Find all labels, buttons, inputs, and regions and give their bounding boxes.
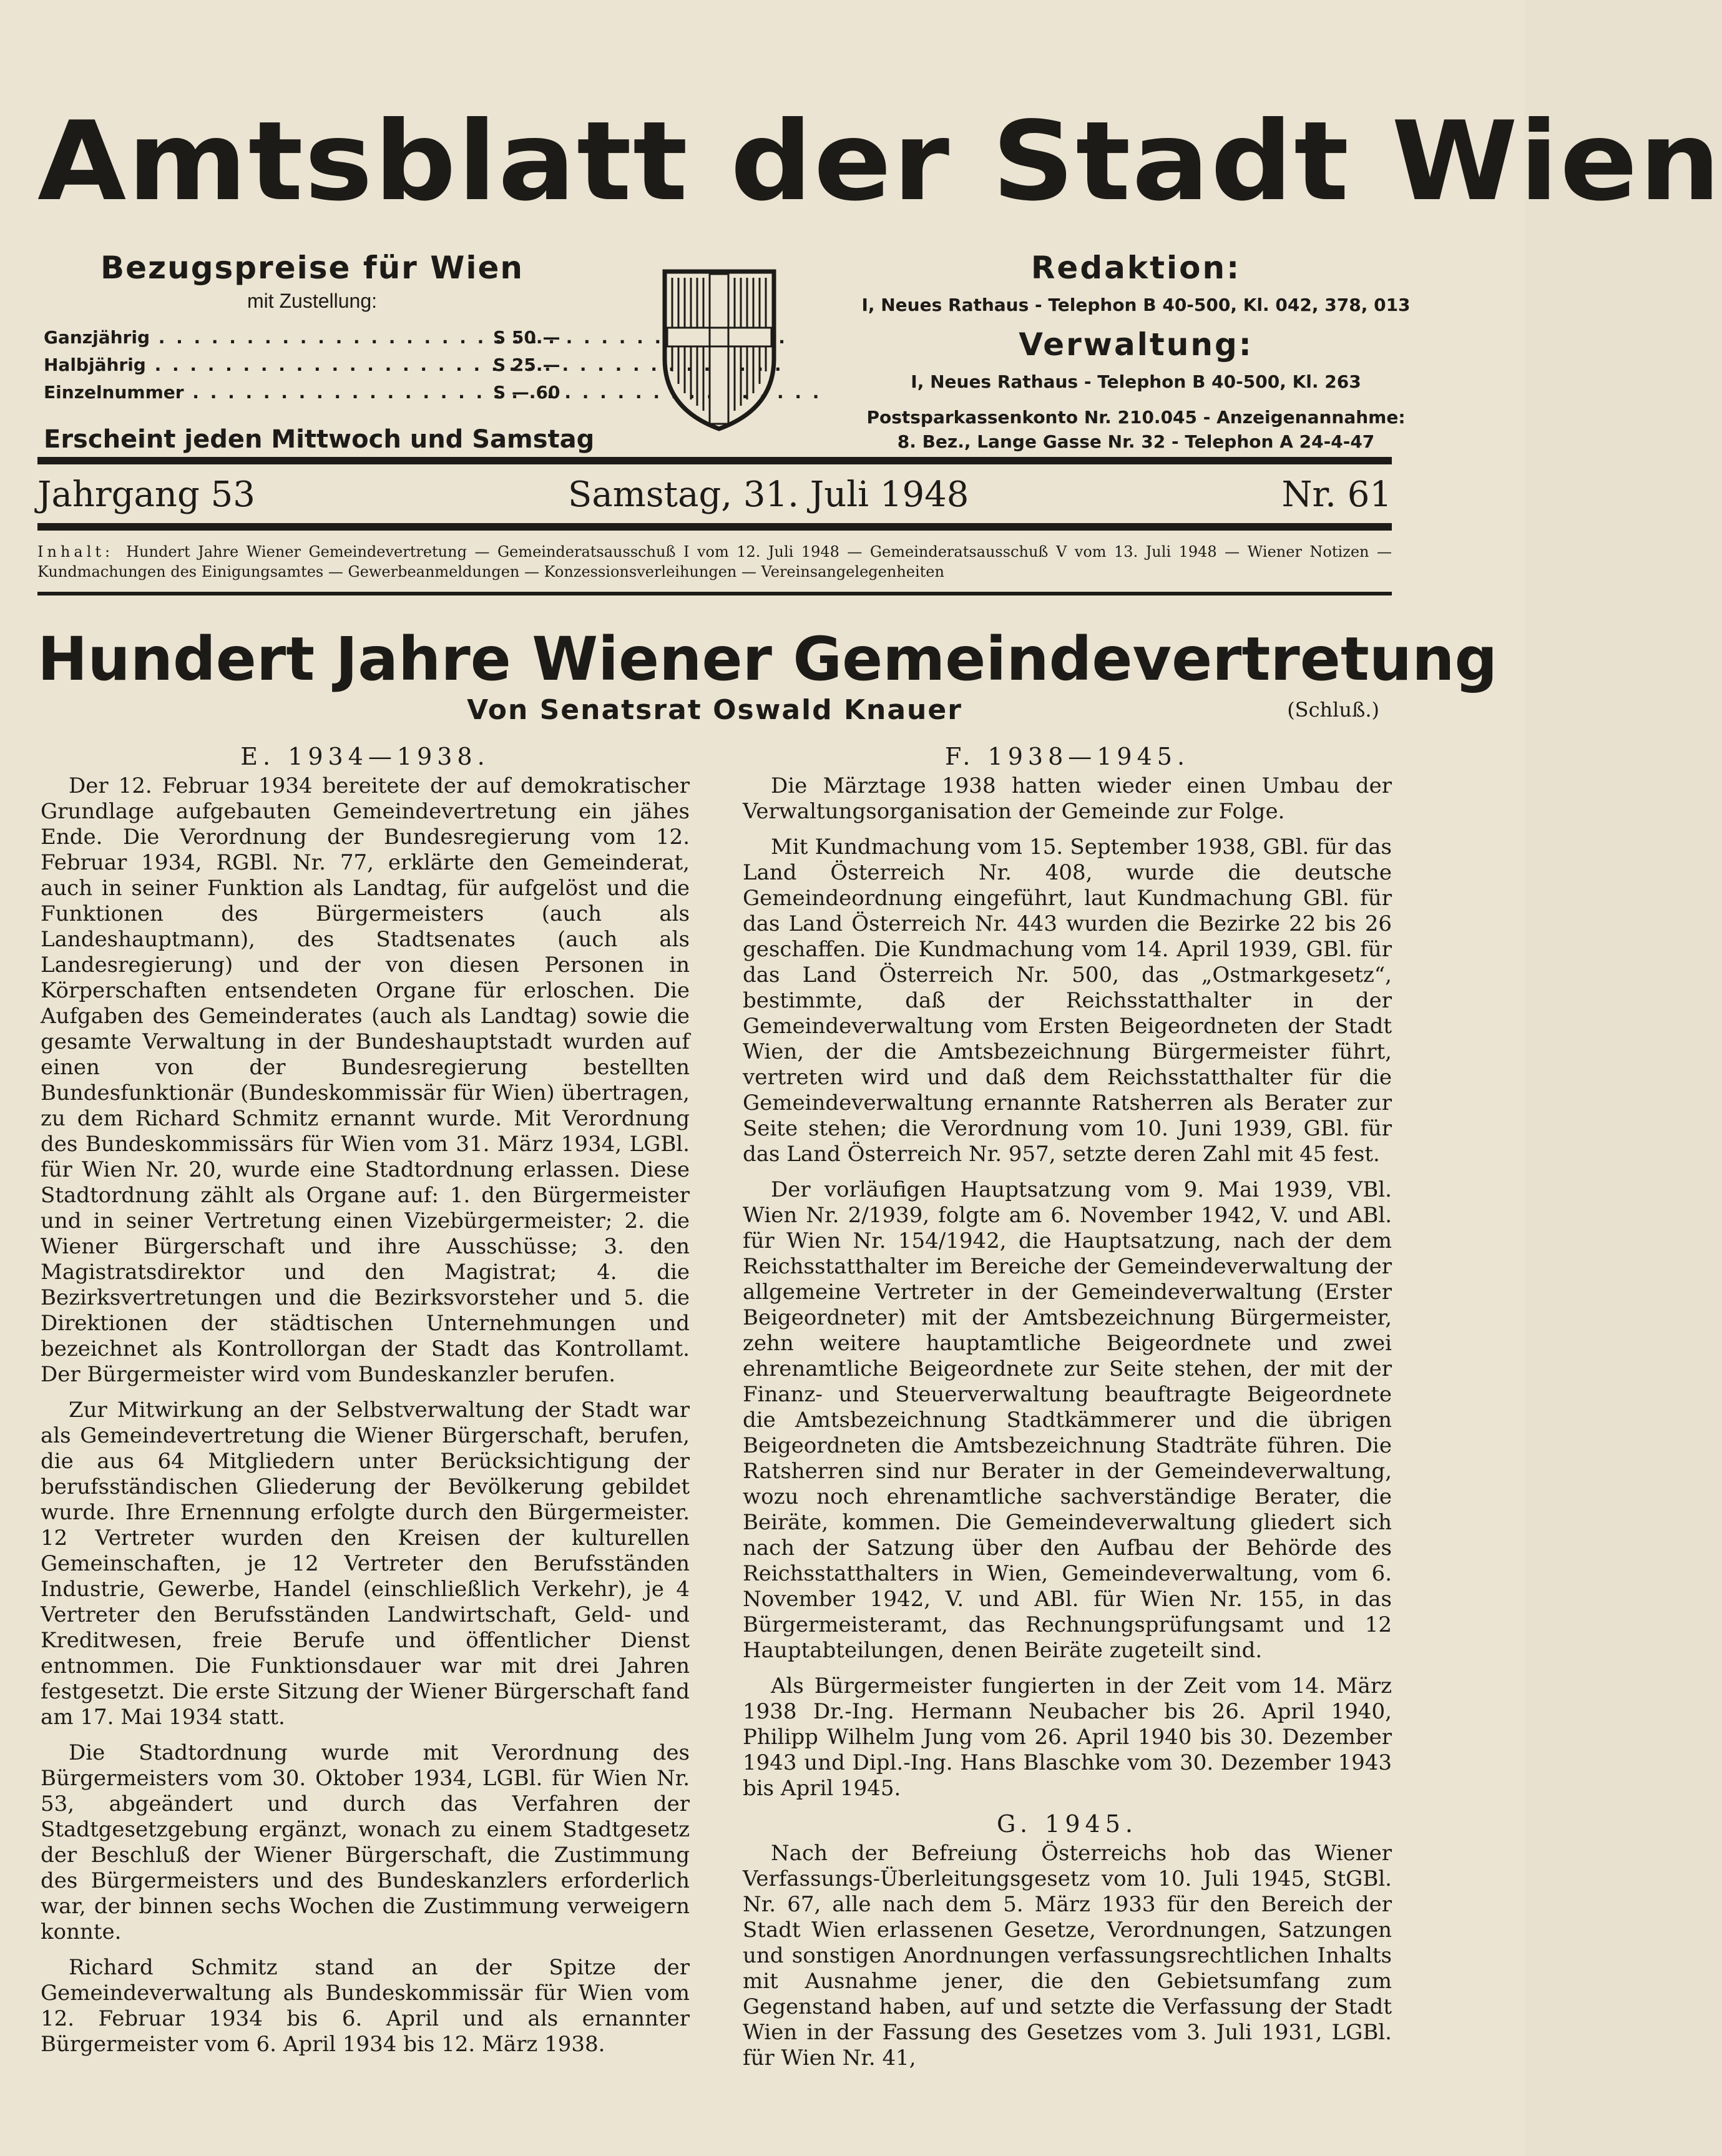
subscription-heading: Bezugspreise für Wien [100, 250, 524, 286]
paragraph: Die Märztage 1938 hatten wieder einen Umbau der Verwaltungsorganisation der Gemeinde zur Folge. [743, 773, 1392, 824]
price-label: Halbjährig . . . [44, 351, 493, 379]
price-row [44, 351, 580, 379]
price-row [44, 324, 580, 351]
contents-rule [37, 592, 1392, 595]
price-row [44, 379, 580, 406]
author-name: Von Senatsrat Oswald Knauer [467, 694, 962, 726]
article-byline [37, 694, 1392, 732]
article-headline: Hundert Jahre Wiener Gemeindevertretung [37, 624, 1498, 694]
paragraph: Als Bürgermeister fungierten in der Zeit vom 14. März 1938 Dr.-Ing. Hermann Neubacher bis 26. April 1940, Philipp Wilhelm Jung vom 26. April 1940 bis 30. Dezember 1943 und Dipl.-Ing. Hans Blaschke vom 30. Dezember 1943 bis April 1945. [743, 1673, 1392, 1801]
price-list [44, 324, 580, 406]
header-rule [37, 457, 1392, 464]
issue-date: Samstag, 31. Juli 1948 [567, 474, 969, 515]
contents-text: Hundert Jahre Wiener Gemeindevertretung — Gemeinderatsausschuß I vom 12. Juli 1948 — Gemeinderatsausschuß V vom 13. Juli 1948 — Wiener Notizen — Kundmachungen des Einigungsamtes — Gewerbeanmeldungen — Konzessionsverleihungen — Vereinsangelegenheiten [37, 543, 1392, 581]
paragraph: Der vorläufigen Hauptsatzung vom 9. Mai 1939, VBl. Wien Nr. 2/1939, folgte am 6. November 1942, V. und ABl. für Wien Nr. 154/1942, die Hauptsatzung, nach der dem Reichsstatthalter im Bereiche der Gemeindeverwaltung der allgemeine Vertreter in der Gemeindeverwaltung (Erster Beigeordneter) mit der Amtsbezeichnung Bürgermeister, zehn weitere hauptamtliche Beigeordnete und zwei ehrenamtliche Beigeordnete zur Seite stehen, der mit der Finanz- und Steuerverwaltung beauftragte Beigeordnete die Amtsbezeichnung Stadtkämmerer und die übrigen Beigeordneten die Amtsbezeichnung Stadträte führen. Die Ratsherren sind nur Berater in der Gemeindeverwaltung, wozu noch ehrenamtliche sachverständige Berater, die Beiräte, kommen. Die Gemeindeverwaltung gliedert sich nach der Satzung über den Aufbau der Behörde des Reichsstatthalters in Wien, Gemeindeverwaltung, vom 6. November 1942, V. und ABl. für Wien Nr. 155, in das Bürgermeisteramt, das Rechnungsprüfungsamt und 12 Hauptabteilungen, denen Beiräte zugeteilt sind. [743, 1177, 1392, 1663]
issue-number: Nr. 61 [1281, 474, 1392, 515]
administration-address: I, Neues Rathaus - Telephon B 40-500, Kl. 263 [911, 371, 1361, 392]
paragraph: Der 12. Februar 1934 bereitete der auf demokratischer Grundlage aufgebauten Gemeindevertretung ein jähes Ende. Die Verordnung der Bundesregierung vom 12. Februar 1934, RGBl. Nr. 77, erklärte den Gemeinderat, auch in seiner Funktion als Landtag, für aufgelöst und die Funktionen des Bürgermeisters (auch als Landeshauptmann), des Stadtsenates (auch als Landesregierung) und der von diesen Personen in Körperschaften entsendeten Organe für erloschen. Die Aufgaben des Gemeinderates (auch als Landtag) sowie die gesamte Verwaltung in der Bundeshauptstadt wurden auf einen von der Bundesregierung bestellten Bundesfunktionär (Bundeskommissär für Wien) übertragen, zu dem Richard Schmitz ernannt wurde. Mit Verordnung des Bundeskommissärs für Wien vom 31. März 1934, LGBl. für Wien Nr. 20, wurde eine Stadtordnung erlassen. Diese Stadtordnung zählt als Organe auf: 1. den Bürgermeister und in seiner Vertretung einen Vizebürgermeister; 2. die Wiener Bürgerschaft und ihre Ausschüsse; 3. den Magistratsdirektor und den Magistrat; 4. die Bezirksvertretungen und die Bezirksvorsteher und 5. die Direktionen der städtischen Unternehmungen und bezeichnet als Kontrollorgan der Stadt das Kontrollamt. Der Bürgermeister wird vom Bundeskanzler berufen. [41, 773, 690, 1387]
section-heading: F. 1938—1945. [944, 743, 1190, 770]
editorial-address: I, Neues Rathaus - Telephon B 40-500, Kl. 042, 378, 013 [861, 295, 1411, 315]
continuation-note: (Schluß.) [1287, 698, 1379, 722]
price-value: S —.60 [493, 382, 560, 403]
price-value: S 25.— [493, 355, 560, 375]
editorial-box [861, 250, 1411, 452]
editorial-heading: Redaktion: [1030, 250, 1241, 286]
paragraph: Zur Mitwirkung an der Selbstverwaltung der Stadt war als Gemeindevertretung die Wiener Bürgerschaft, berufen, die aus 64 Mitgliedern unter Berücksichtigung der berufsständischen Gliederung der Bevölkerung gebildet wurde. Ihre Ernennung erfolgte durch den Bürgermeister. 12 Vertreter wurden den Kreisen der kulturellen Gemeinschaften, je 12 Vertreter den Berufsständen Industrie, Gewerbe, Handel (einschließlich Verkehr), je 4 Vertreter den Berufsständen Landwirtschaft, Geld- und Kreditwesen, freie Berufe und öffentlicher Dienst entnommen. Die Funktionsdauer war mit drei Jahren festgesetzt. Die erste Sitzung der Wiener Bürgerschaft fand am 17. Mai 1934 statt. [41, 1398, 690, 1730]
paragraph: Nach der Befreiung Österreichs hob das Wiener Verfassungs-Überleitungsgesetz vom 10. Juli 1945, StGBl. Nr. 67, alle nach dem 5. März 1933 für den Bereich der Stadt Wien erlassenen Gesetze, Verordnungen, Satzungen und sonstigen Anordnungen verfassungsrechtlichen Inhalts mit Ausnahme jener, die den Gebietsumfang zum Gegenstand haben, auf und setzte die Verfassung der Stadt Wien in der Fassung des Gesetzes vom 3. Juli 1931, LGBl. für Wien Nr. 41, [743, 1841, 1392, 2070]
masthead-title: Amtsblatt der Stadt Wien [37, 99, 1722, 225]
article-column-left [41, 744, 690, 2067]
price-label: Ganzjährig . . . [44, 324, 493, 351]
price-label: Einzelnummer . . . [44, 379, 493, 406]
section-heading: E. 1934—1938. [240, 743, 490, 770]
publication-schedule: Erscheint jeden Mittwoch und Samstag [44, 425, 595, 454]
paragraph: Richard Schmitz stand an der Spitze der Gemeindeverwaltung als Bundeskommissär für Wien vom 12. Februar 1934 bis 6. April und als ernannter Bürgermeister vom 6. April 1934 bis 12. März 1938. [41, 1955, 690, 2057]
advertising-address-line: 8. Bez., Lange Gasse Nr. 32 - Telephon A 24-4-47 [897, 431, 1375, 452]
subscription-subheading: mit Zustellung: [247, 290, 378, 312]
price-value: S 50.— [493, 327, 560, 348]
issue-bar [37, 469, 1392, 519]
administration-heading: Verwaltung: [1019, 326, 1253, 363]
article-column-right [743, 744, 1392, 2081]
contents-lead: Inhalt: [37, 543, 114, 561]
subscription-box [44, 250, 595, 454]
section-heading: G. 1945. [997, 1810, 1138, 1838]
table-of-contents [37, 542, 1392, 582]
paragraph: Die Stadtordnung wurde mit Verordnung des Bürgermeisters vom 30. Oktober 1934, LGBl. für Wien Nr. 53, abgeändert und durch das Verfahren der Stadtgesetzgebung ergänzt, wonach zu einem Stadtgesetz der Beschluß der Wiener Bürgerschaft, die Zustimmung des Bürgermeisters und des Bundeskanzlers erforderlich war, der binnen sechs Wochen die Zustimmung verweigern konnte. [41, 1740, 690, 1944]
issue-rule [37, 523, 1392, 531]
paragraph: Mit Kundmachung vom 15. September 1938, GBl. für das Land Österreich Nr. 408, wurde die deutsche Gemeindeordnung eingeführt, laut Kundmachung GBl. für das Land Österreich Nr. 443 wurden die Bezirke 22 bis 26 geschaffen. Die Kundmachung vom 14. April 1939, GBl. für das Land Österreich Nr. 500, das „Ostmarkgesetz“, bestimmte, daß der Reichsstatthalter in der Gemeindeverwaltung vom Ersten Beigeordneten der Stadt Wien, der die Amtsbezeichnung Bürgermeister führt, vertreten wird und daß dem Reichsstatthalter für die Gemeindeverwaltung ernannte Ratsherren als Berater zur Seite stehen; die Verordnung vom 10. Juni 1939, GBl. für das Land Österreich Nr. 957, setzte deren Zahl mit 45 fest. [743, 835, 1392, 1167]
volume-label: Jahrgang 53 [37, 474, 255, 515]
postal-account-line: Postsparkassenkonto Nr. 210.045 - Anzeigenannahme: [866, 407, 1406, 428]
vienna-coat-of-arms-icon [658, 265, 780, 434]
